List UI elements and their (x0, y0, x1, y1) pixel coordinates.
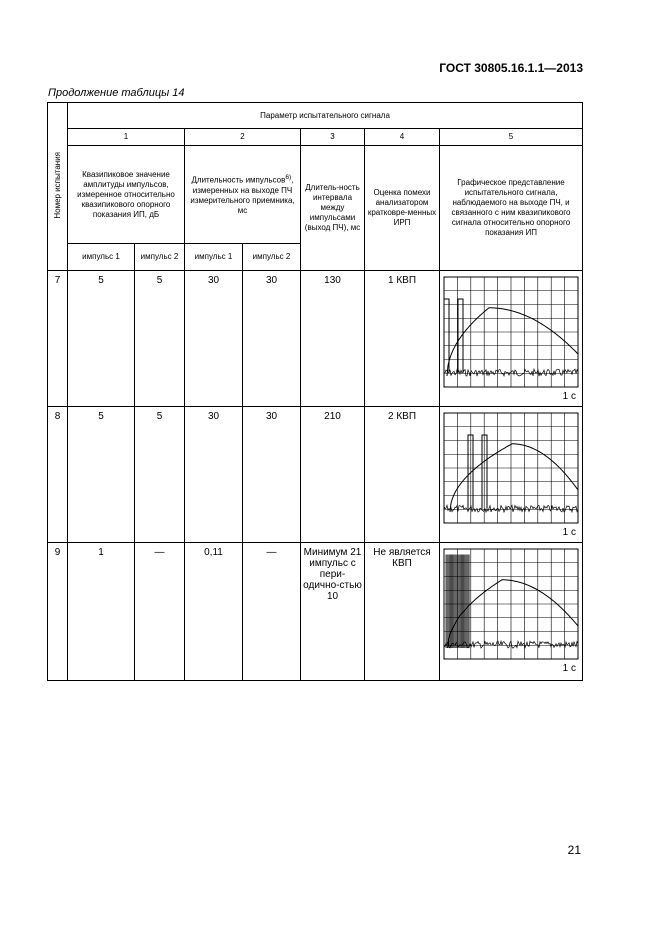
col3-description: Длитель-ность интервала между импульсами (выход ПЧ), мс (301, 146, 365, 271)
amp-pulse-2: 5 (135, 271, 185, 407)
amp-pulse-1: 5 (68, 407, 135, 543)
time-scale-label: 1 с (562, 527, 576, 538)
col5-description: Графическое представление испытательного сигнала, наблюдаемого на выходе ПЧ, и связанного с ним квазипикового сигнала относительно опорного показания ИП (440, 146, 583, 271)
col4-description: Оценка помехи анализатором кратковре-менных ИРП (365, 146, 440, 271)
row-number: 9 (48, 543, 68, 681)
time-scale-label: 1 с (562, 391, 576, 402)
amp-pulse-2: — (135, 543, 185, 681)
row-number: 8 (48, 407, 68, 543)
col-number-5: 5 (440, 129, 583, 146)
assessment: Не является КВП (365, 543, 440, 681)
interval: Минимум 21 импульс с пери-одично-стью 10 (301, 543, 365, 681)
signal-graph-8 (442, 411, 580, 538)
amp-pulse-2: 5 (135, 407, 185, 543)
col-number-4: 4 (365, 129, 440, 146)
pulse-trace (458, 299, 463, 373)
assessment: 2 КВП (365, 407, 440, 543)
subheader-amp-pulse-1: импульс 1 (68, 244, 135, 271)
subheader-dur-pulse-2: импульс 2 (243, 244, 301, 271)
time-scale-label: 1 с (562, 663, 576, 674)
dur-pulse-1: 30 (185, 271, 243, 407)
dur-pulse-1: 30 (185, 407, 243, 543)
row-number: 7 (48, 271, 68, 407)
interval: 130 (301, 271, 365, 407)
amp-pulse-1: 1 (68, 543, 135, 681)
table-row (48, 407, 583, 543)
standard-header: ГОСТ 30805.16.1.1—2013 (439, 61, 583, 75)
table-row (48, 271, 583, 407)
row-number-header: Номер испытания (48, 103, 68, 271)
col-number-1: 1 (68, 129, 185, 146)
signal-graph-9 (442, 547, 580, 674)
col2-description: Длительность импульсов$^{6)}$, измеренных на выходе ПЧ измерительного приемника, мс (185, 146, 301, 244)
assessment: 1 КВП (365, 271, 440, 407)
dur-pulse-2: — (243, 543, 301, 681)
footnote-mark: 6) (285, 174, 292, 182)
subheader-dur-pulse-1: импульс 1 (185, 244, 243, 271)
dur-pulse-2: 30 (243, 271, 301, 407)
page-number: 21 (567, 843, 581, 857)
col1-description: Квазипиковое значение амплитуды импульсов, измеренное относительно квазипикового опорного показания ИП, дБ (68, 146, 185, 244)
signal-graph-7 (442, 275, 580, 402)
table-continuation-label: Продолжение таблицы 14 (48, 87, 185, 99)
amp-pulse-1: 5 (68, 271, 135, 407)
col-number-3: 3 (301, 129, 365, 146)
param-header: Параметр испытательного сигнала (68, 103, 583, 129)
table-row (48, 543, 583, 681)
pulse-trace (444, 299, 449, 373)
col-number-2: 2 (185, 129, 301, 146)
parameters-table (47, 102, 583, 681)
dur-pulse-1: 0,11 (185, 543, 243, 681)
interval: 210 (301, 407, 365, 543)
dur-pulse-2: 30 (243, 407, 301, 543)
subheader-amp-pulse-2: импульс 2 (135, 244, 185, 271)
